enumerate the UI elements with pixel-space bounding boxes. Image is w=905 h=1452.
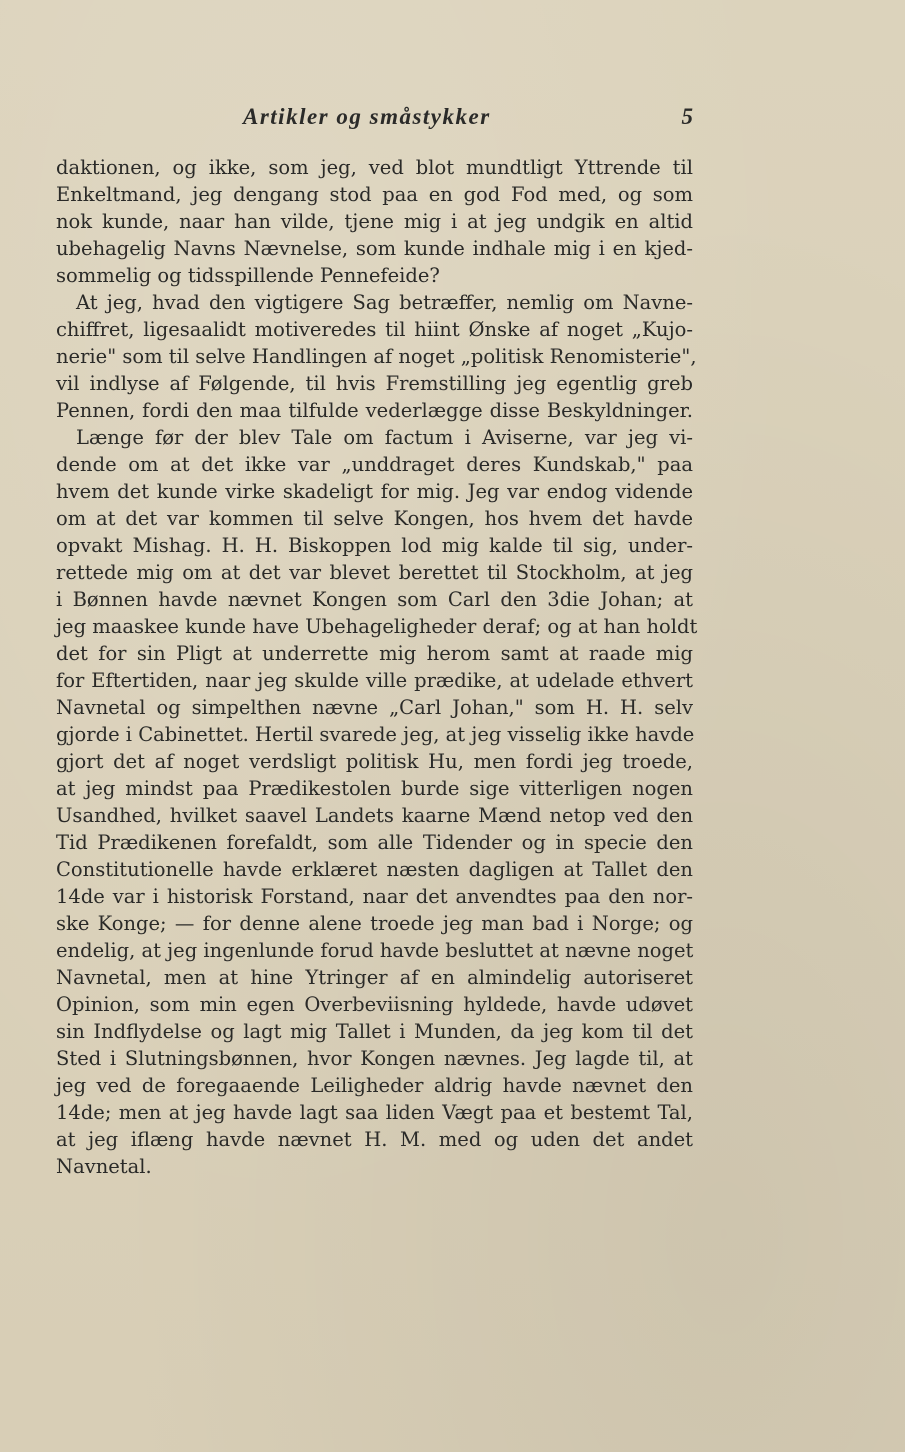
text-line: ubehagelig Navns Nævnelse, som kunde indhale mig i en kjed- (56, 237, 693, 260)
text-line: det for sin Pligt at underrette mig herom samt at raade mig (56, 642, 693, 665)
text-line: at jeg mindst paa Prædikestolen burde sige vitterligen nogen (56, 777, 693, 800)
text-line: daktionen, og ikke, som jeg, ved blot mundtligt Yttrende til (56, 156, 693, 179)
text-line: hvem det kunde virke skadeligt for mig. Jeg var endog vidende (56, 480, 693, 503)
text-line: om at det var kommen til selve Kongen, hos hvem det havde (56, 507, 693, 530)
running-title: Artikler og småstykker (243, 104, 491, 129)
text-line: vil indlyse af Følgende, til hvis Fremstilling jeg egentlig greb (56, 372, 693, 395)
text-line: Constitutionelle havde erklæret næsten dagligen at Tallet den (56, 858, 693, 881)
text-line: sin Indflydelse og lagt mig Tallet i Munden, da jeg kom til det (56, 1020, 693, 1043)
paragraph-end-line: Pennen, fordi den maa tilfulde vederlægge disse Beskyldninger. (56, 399, 693, 422)
text-line: Opinion, som min egen Overbeviisning hyldede, havde udøvet (56, 993, 693, 1016)
text-line: gjort det af noget verdsligt politisk Hu, men fordi jeg troede, (56, 750, 693, 773)
text-line: for Eftertiden, naar jeg skulde ville prædike, at udelade ethvert (56, 669, 693, 692)
text-line: jeg ved de foregaaende Leiligheder aldrig havde nævnet den (56, 1074, 693, 1097)
text-line: at jeg iflæng havde nævnet H. M. med og uden det andet (56, 1128, 693, 1151)
text-line: gjorde i Cabinettet. Hertil svarede jeg, at jeg visselig ikke havde (56, 723, 695, 746)
body-text (56, 154, 698, 1180)
running-head (56, 104, 693, 140)
text-line: endelig, at jeg ingenlunde forud havde besluttet at nævne noget (56, 939, 694, 962)
paragraph-end-line: Navnetal. (56, 1155, 152, 1178)
text-line: dende om at det ikke var „unddraget deres Kundskab," paa (56, 453, 693, 476)
text-line: chiffret, ligesaalidt motiveredes til hiint Ønske af noget „Kujo- (56, 318, 693, 341)
text-line: ske Konge; — for denne alene troede jeg man bad i Norge; og (56, 912, 693, 935)
text-line: Enkeltmand, jeg dengang stod paa en god Fod med, og som (56, 183, 693, 206)
text-line: Sted i Slutningsbønnen, hvor Kongen nævnes. Jeg lagde til, at (56, 1047, 693, 1070)
page-number: 5 (681, 104, 693, 129)
paragraph-first-line: At jeg, hvad den vigtigere Sag betræffer, nemlig om Navne- (76, 291, 693, 314)
text-line: jeg maaskee kunde have Ubehageligheder deraf; og at han holdt (56, 615, 698, 638)
text-line: Navnetal, men at hine Ytringer af en almindelig autoriseret (56, 966, 693, 989)
text-line: 14de; men at jeg havde lagt saa liden Vægt paa et bestemt Tal, (56, 1101, 693, 1124)
paragraph-end-line: sommelig og tidsspillende Pennefeide? (56, 264, 440, 287)
text-line: Navnetal og simpelthen nævne „Carl Johan," som H. H. selv (56, 696, 693, 719)
text-line: 14de var i historisk Forstand, naar det anvendtes paa den nor- (56, 885, 693, 908)
text-line: opvakt Mishag. H. H. Biskoppen lod mig kalde til sig, under- (56, 534, 693, 557)
text-line: nok kunde, naar han vilde, tjene mig i at jeg undgik en altid (56, 210, 693, 233)
text-line: nerie" som til selve Handlingen af noget „politisk Renomisterie", (56, 345, 697, 368)
text-line: Tid Prædikenen forefaldt, som alle Tidender og in specie den (56, 831, 693, 854)
text-line: i Bønnen havde nævnet Kongen som Carl den 3die Johan; at (56, 588, 693, 611)
paragraph-first-line: Længe før der blev Tale om factum i Aviserne, var jeg vi- (76, 426, 693, 449)
text-line: rettede mig om at det var blevet berettet til Stockholm, at jeg (56, 561, 693, 584)
text-line: Usandhed, hvilket saavel Landets kaarne Mænd netop ved den (56, 804, 693, 827)
